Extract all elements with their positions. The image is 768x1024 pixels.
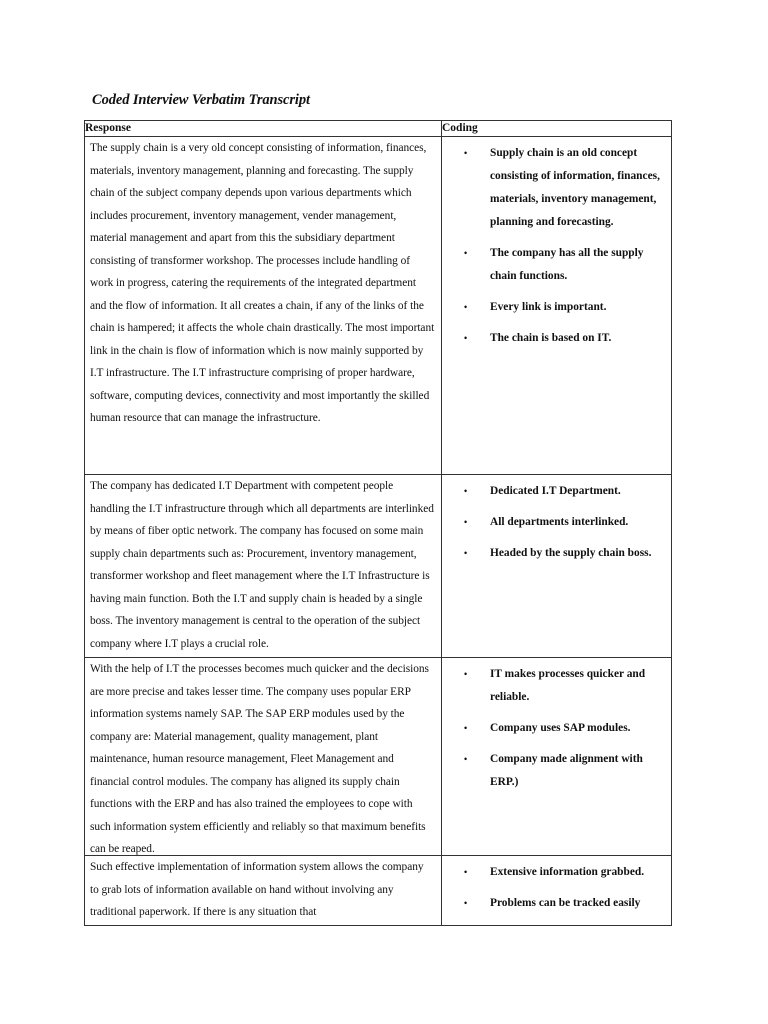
- bullet-icon: •: [464, 486, 468, 496]
- coding-cell: [442, 856, 672, 926]
- list-item: [464, 892, 667, 915]
- list-item: [464, 663, 667, 709]
- transcript-table: [84, 120, 672, 926]
- bullet-icon: •: [464, 248, 468, 258]
- code-text: Supply chain is an old concept consisting of information, finances, materials, inventory management, planning and forecasting.: [490, 147, 660, 228]
- code-text: Headed by the supply chain boss.: [490, 547, 652, 559]
- column-header-response: Response: [85, 121, 442, 137]
- response-text: The company has dedicated I.T Department with competent people handling the I.T infrastructure through which all departments are interlinked by means of fiber optic network. The company has focused on some main supply chain departments such as: Procurement, inventory management, transformer workshop and fleet management where the I.T Infrastructure is having main function. Both the I.T and supply chain is headed by a single boss. The inventory management is central to the operation of the subject company where I.T plays a crucial role.: [90, 480, 434, 650]
- coding-list: [442, 856, 671, 915]
- code-text: IT makes processes quicker and reliable.: [490, 668, 646, 703]
- code-text: The company has all the supply chain functions.: [490, 247, 644, 282]
- code-text: Extensive information grabbed.: [490, 866, 645, 878]
- list-item: [464, 480, 667, 503]
- code-text: The chain is based on IT.: [490, 332, 612, 344]
- bullet-icon: •: [464, 517, 468, 527]
- code-text: All departments interlinked.: [490, 516, 629, 528]
- table-header-row: [85, 121, 672, 137]
- response-cell: [85, 475, 442, 658]
- code-text: Company uses SAP modules.: [490, 722, 631, 734]
- code-text: Problems can be tracked easily: [490, 897, 641, 909]
- response-cell: [85, 856, 442, 926]
- coding-cell: [442, 475, 672, 658]
- bullet-icon: •: [464, 898, 468, 908]
- bullet-icon: •: [464, 723, 468, 733]
- coding-list: [442, 137, 671, 350]
- table-row: [85, 856, 672, 926]
- bullet-icon: •: [464, 333, 468, 343]
- response-text: The supply chain is a very old concept consisting of information, finances, materials, inventory management, planning and forecasting. The supply chain of the subject company depends upon various departments which includes procurement, inventory management, vender management, material management and apart from this the subsidiary department consisting of transformer workshop. The processes include handling of work in progress, catering the requirements of the integrated department and the flow of information. It all creates a chain, if any of the links of the chain is hampered; it affects the whole chain drastically. The most important link in the chain is flow of information which is now mainly supported by I.T infrastructure. The I.T infrastructure comprising of proper hardware, software, computing devices, connectivity and most importantly the skilled human resource that can manage the infrastructure.: [90, 142, 435, 424]
- bullet-icon: •: [464, 669, 468, 679]
- table-row: [85, 137, 672, 475]
- column-header-coding: Coding: [442, 121, 672, 137]
- bullet-icon: •: [464, 867, 468, 877]
- list-item: [464, 142, 667, 234]
- page-title: Coded Interview Verbatim Transcript: [92, 92, 310, 108]
- response-cell: [85, 137, 442, 475]
- code-text: Dedicated I.T Department.: [490, 485, 621, 497]
- coding-cell: [442, 658, 672, 856]
- list-item: [464, 748, 667, 794]
- list-item: [464, 861, 667, 884]
- list-item: [464, 717, 667, 740]
- coding-list: [442, 658, 671, 794]
- coding-list: [442, 475, 671, 565]
- list-item: [464, 542, 667, 565]
- code-text: Company made alignment with ERP.): [490, 753, 643, 788]
- list-item: [464, 327, 667, 350]
- table-row: [85, 475, 672, 658]
- code-text: Every link is important.: [490, 301, 607, 313]
- bullet-icon: •: [464, 548, 468, 558]
- coding-cell: [442, 137, 672, 475]
- table-row: [85, 658, 672, 856]
- bullet-icon: •: [464, 148, 468, 158]
- response-text: Such effective implementation of information system allows the company to grab lots of information available on hand without involving any traditional paperwork. If there is any situation that: [90, 861, 424, 918]
- response-text: With the help of I.T the processes becomes much quicker and the decisions are more precise and takes lesser time. The company uses popular ERP information systems namely SAP. The SAP ERP modules used by the company are: Material management, quality management, plant maintenance, human resource management, Fleet Management and financial control modules. The company has aligned its supply chain functions with the ERP and has also trained the employees to cope with such information system efficiently and reliably so that maximum benefits can be reaped.: [90, 663, 429, 855]
- bullet-icon: •: [464, 302, 468, 312]
- response-cell: [85, 658, 442, 856]
- list-item: [464, 296, 667, 319]
- bullet-icon: •: [464, 754, 468, 764]
- list-item: [464, 242, 667, 288]
- list-item: [464, 511, 667, 534]
